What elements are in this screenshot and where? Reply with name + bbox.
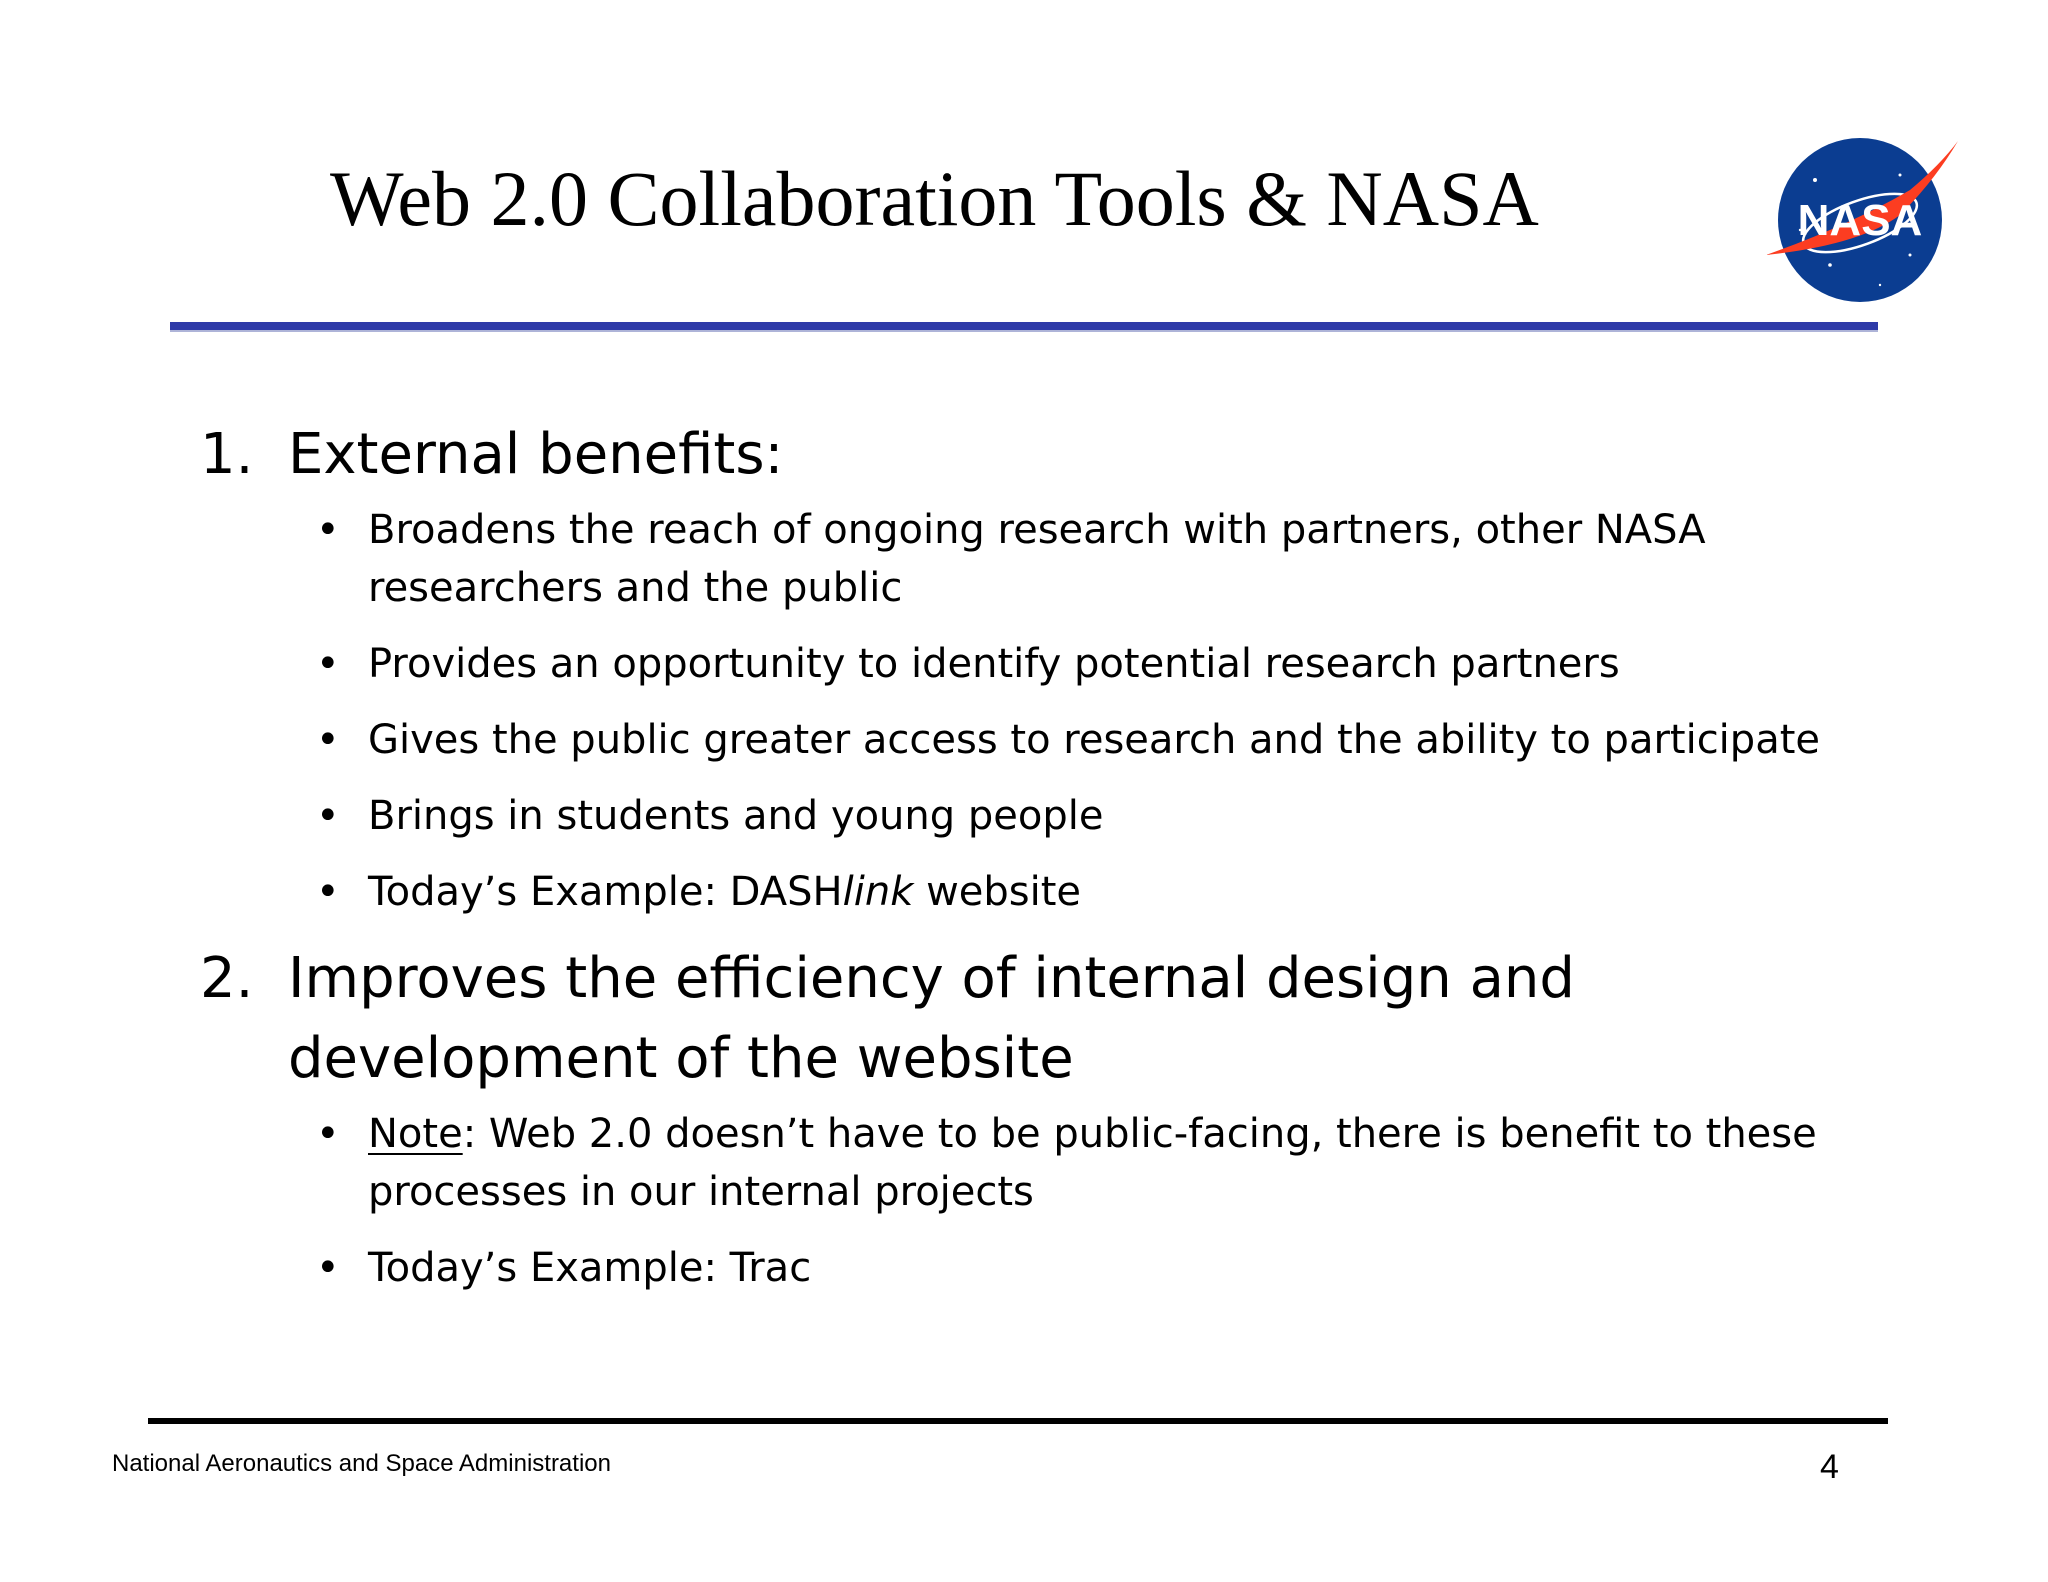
example-suffix: website bbox=[913, 869, 1082, 915]
point-2-bullets bbox=[288, 1105, 1860, 1297]
bullet-text: Broadens the reach of ongoing research with partners, other NASA researchers and the public bbox=[368, 507, 1706, 611]
bullet-dot: • bbox=[316, 1245, 340, 1291]
bullet-item bbox=[316, 787, 1860, 845]
example-italic: link bbox=[842, 869, 914, 915]
point-2 bbox=[200, 939, 1860, 1297]
point-1 bbox=[200, 415, 1860, 921]
bullet-dot: • bbox=[316, 717, 340, 763]
bullet-dot: • bbox=[316, 641, 340, 687]
point-2-number: 2. bbox=[200, 946, 254, 1011]
bullet-item bbox=[316, 501, 1860, 617]
footer-organization: National Aeronautics and Space Administration bbox=[112, 1450, 611, 1477]
title-divider bbox=[170, 322, 1878, 332]
bullet-text: Provides an opportunity to identify potential research partners bbox=[368, 641, 1620, 687]
example-prefix: Today’s Example: DASH bbox=[368, 869, 843, 915]
example-text: Today’s Example: Trac bbox=[368, 1245, 812, 1291]
point-2-heading: Improves the efficiency of internal design and development of the website bbox=[288, 946, 1575, 1091]
bullet-dot: • bbox=[316, 1111, 340, 1157]
slide-title: Web 2.0 Collaboration Tools & NASA bbox=[330, 155, 1539, 242]
bullet-dot: • bbox=[316, 869, 340, 915]
bullet-item-example bbox=[316, 1239, 1860, 1297]
bullet-item-note bbox=[316, 1105, 1860, 1221]
bullet-text: Gives the public greater access to research and the ability to participate bbox=[368, 717, 1820, 763]
footer-divider bbox=[148, 1418, 1888, 1424]
page-number: 4 bbox=[1820, 1448, 1839, 1486]
bullet-text: Brings in students and young people bbox=[368, 793, 1104, 839]
point-1-number: 1. bbox=[200, 422, 254, 487]
note-label: Note bbox=[368, 1111, 463, 1157]
bullet-item bbox=[316, 635, 1860, 693]
slide-body bbox=[200, 415, 1860, 1315]
point-1-heading: External benefits: bbox=[288, 422, 784, 487]
bullet-item bbox=[316, 711, 1860, 769]
note-text: : Web 2.0 doesn’t have to be public-facing, there is benefit to these processes in our internal projects bbox=[368, 1111, 1817, 1215]
bullet-item-example bbox=[316, 863, 1860, 921]
bullet-dot: • bbox=[316, 507, 340, 553]
nasa-logo-wordmark: NASA bbox=[1797, 196, 1923, 245]
bullet-dot: • bbox=[316, 793, 340, 839]
point-1-bullets bbox=[288, 501, 1860, 921]
nasa-logo bbox=[1760, 135, 1960, 305]
